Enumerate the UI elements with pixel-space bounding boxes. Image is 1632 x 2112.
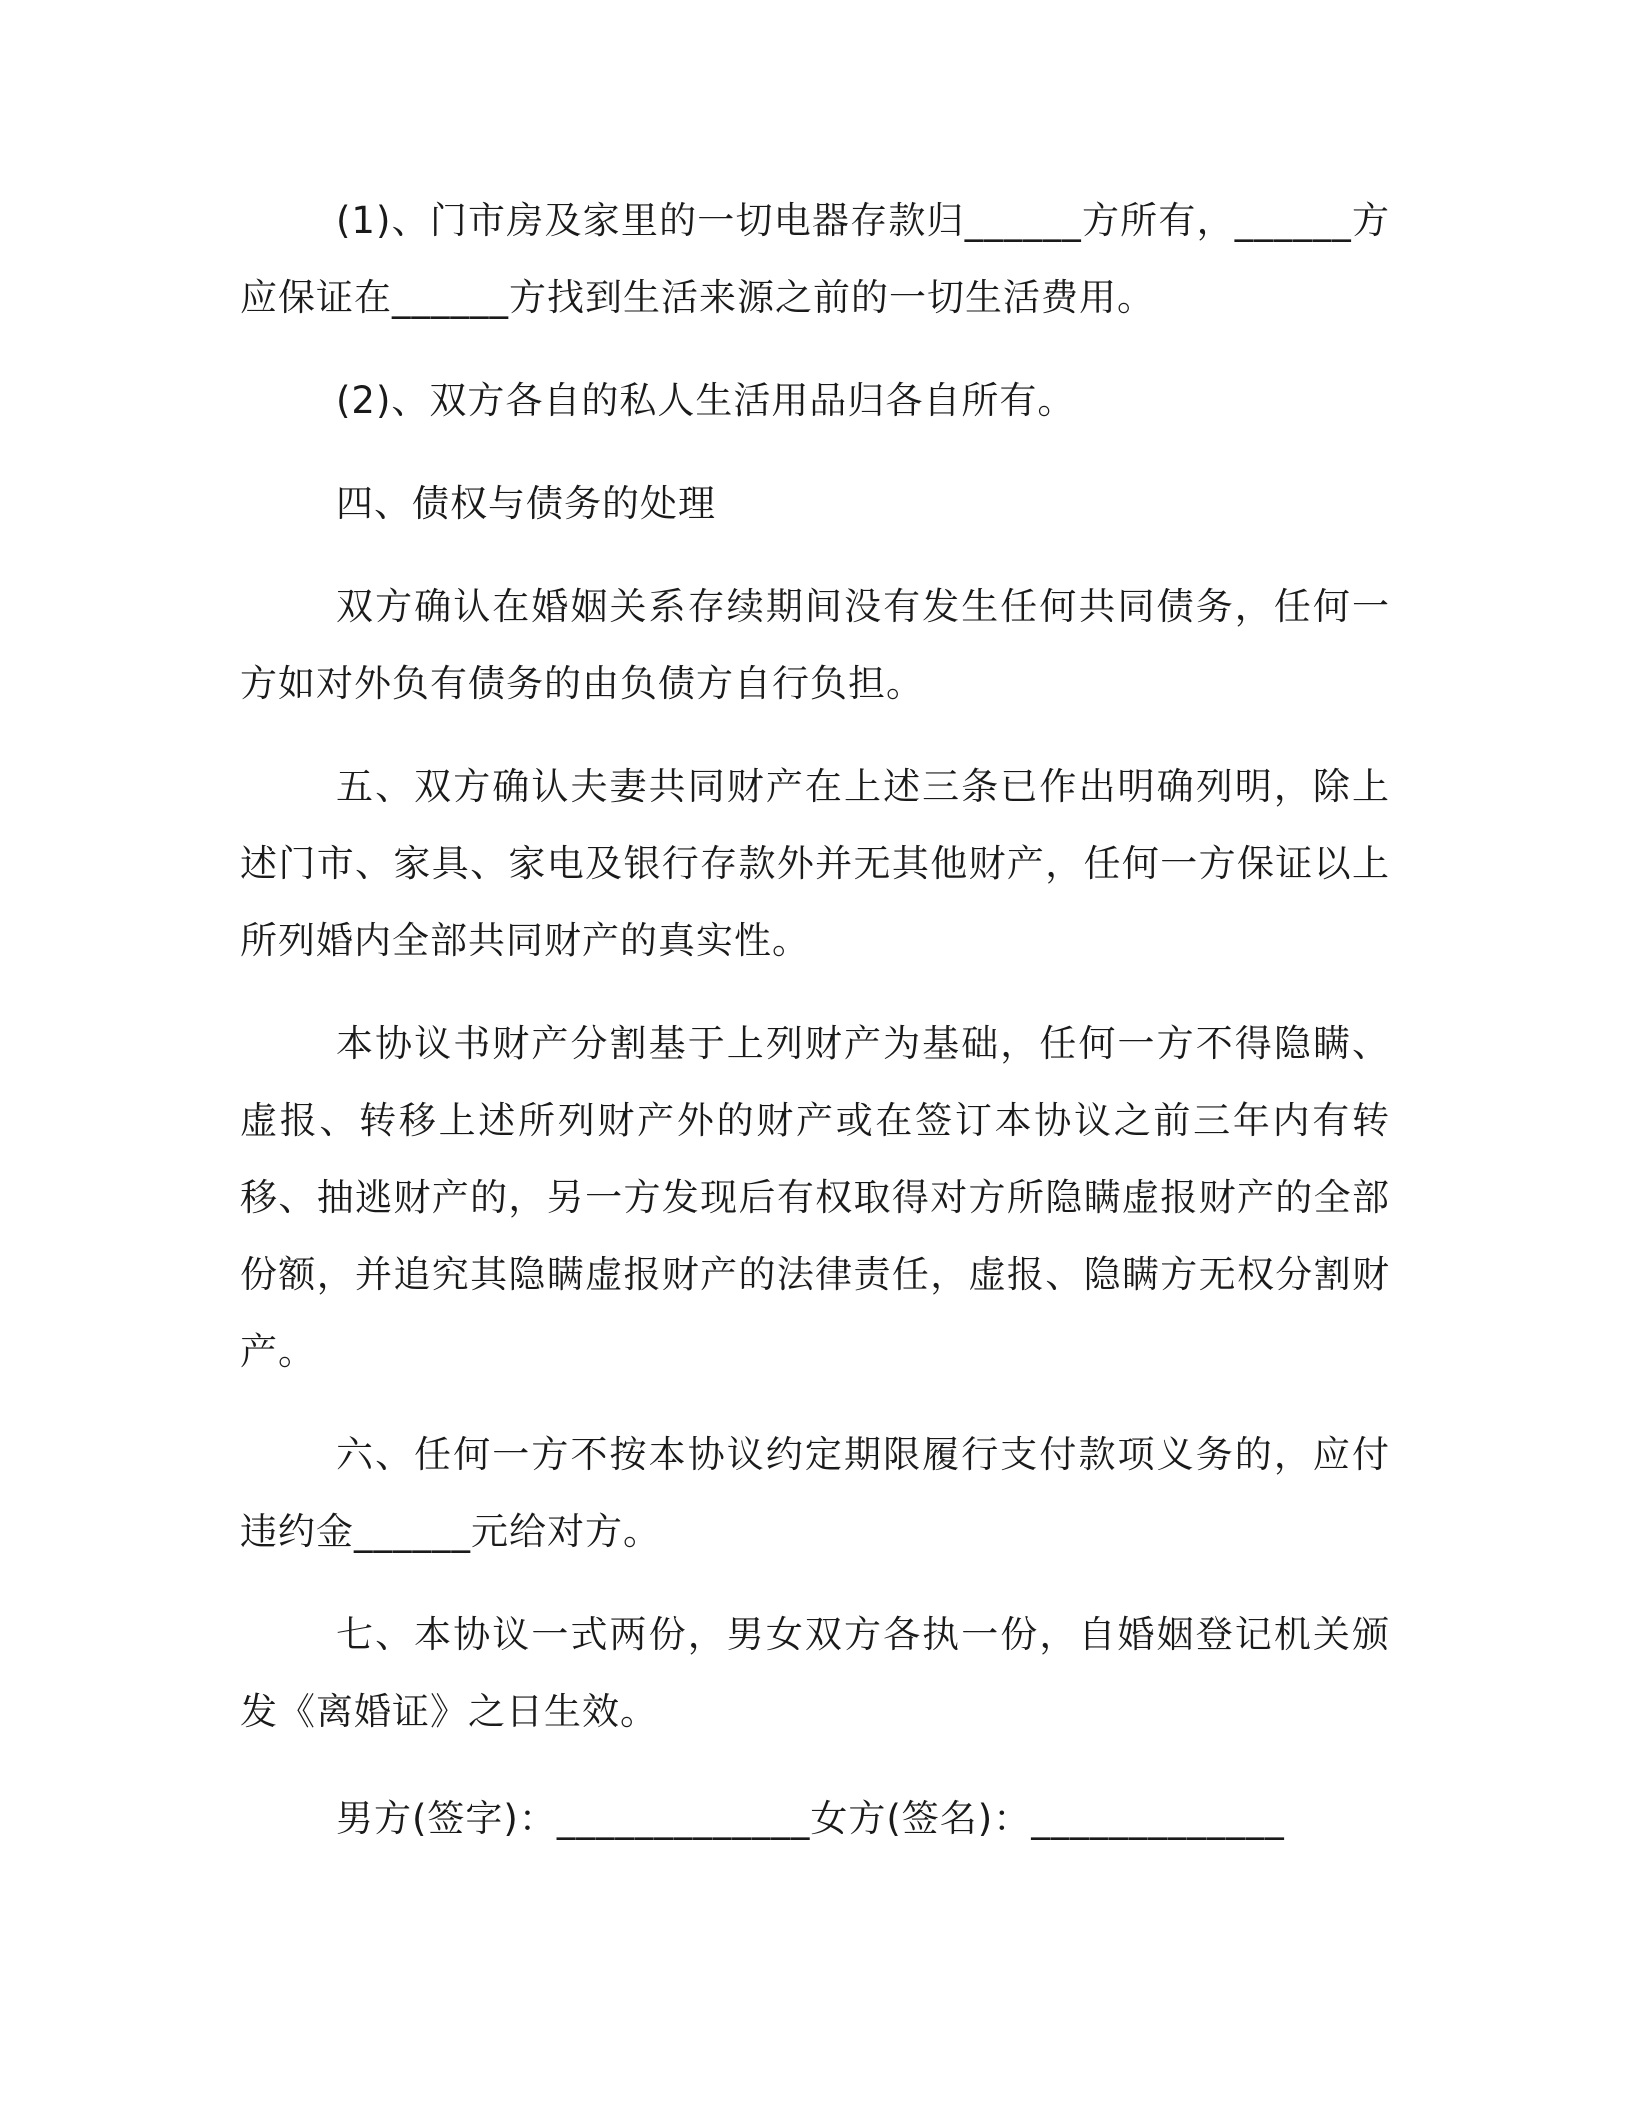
clause-property-1: (1)、门市房及家里的一切电器存款归______方所有，______方应保证在______方找到生活来源之前的一切生活费用。 xyxy=(240,199,1390,319)
clause-property-division: 本协议书财产分割基于上列财产为基础，任何一方不得隐瞒、虚报、转移上述所列财产外的财产或在签订本协议之前三年内有转移、抽逃财产的，另一方发现后有权取得对方所隐瞒虚报财产的全部份额，并追究其隐瞒虚报财产的法律责任，虚报、隐瞒方无权分割财产。 xyxy=(240,1022,1390,1373)
document-body xyxy=(240,182,1390,1894)
clause-seven: 七、本协议一式两份，男女双方各执一份，自婚姻登记机关颁发《离婚证》之日生效。 xyxy=(240,1613,1390,1733)
section-heading-debts: 四、债权与债务的处理 xyxy=(336,482,716,525)
clause-five: 五、双方确认夫妻共同财产在上述三条已作出明确列明，除上述门市、家具、家电及银行存款外并无其他财产，任何一方保证以上所列婚内全部共同财产的真实性。 xyxy=(240,765,1390,962)
clause-six: 六、任何一方不按本协议约定期限履行支付款项义务的，应付违约金______元给对方。 xyxy=(240,1433,1390,1553)
clause-property-2: (2)、双方各自的私人生活用品归各自所有。 xyxy=(336,379,1076,422)
signature-line: 男方(签字)：_____________女方(签名)：_____________ xyxy=(336,1797,1285,1840)
clause-debts: 双方确认在婚姻关系存续期间没有发生任何共同债务，任何一方如对外负有债务的由负债方自行负担。 xyxy=(240,585,1390,705)
